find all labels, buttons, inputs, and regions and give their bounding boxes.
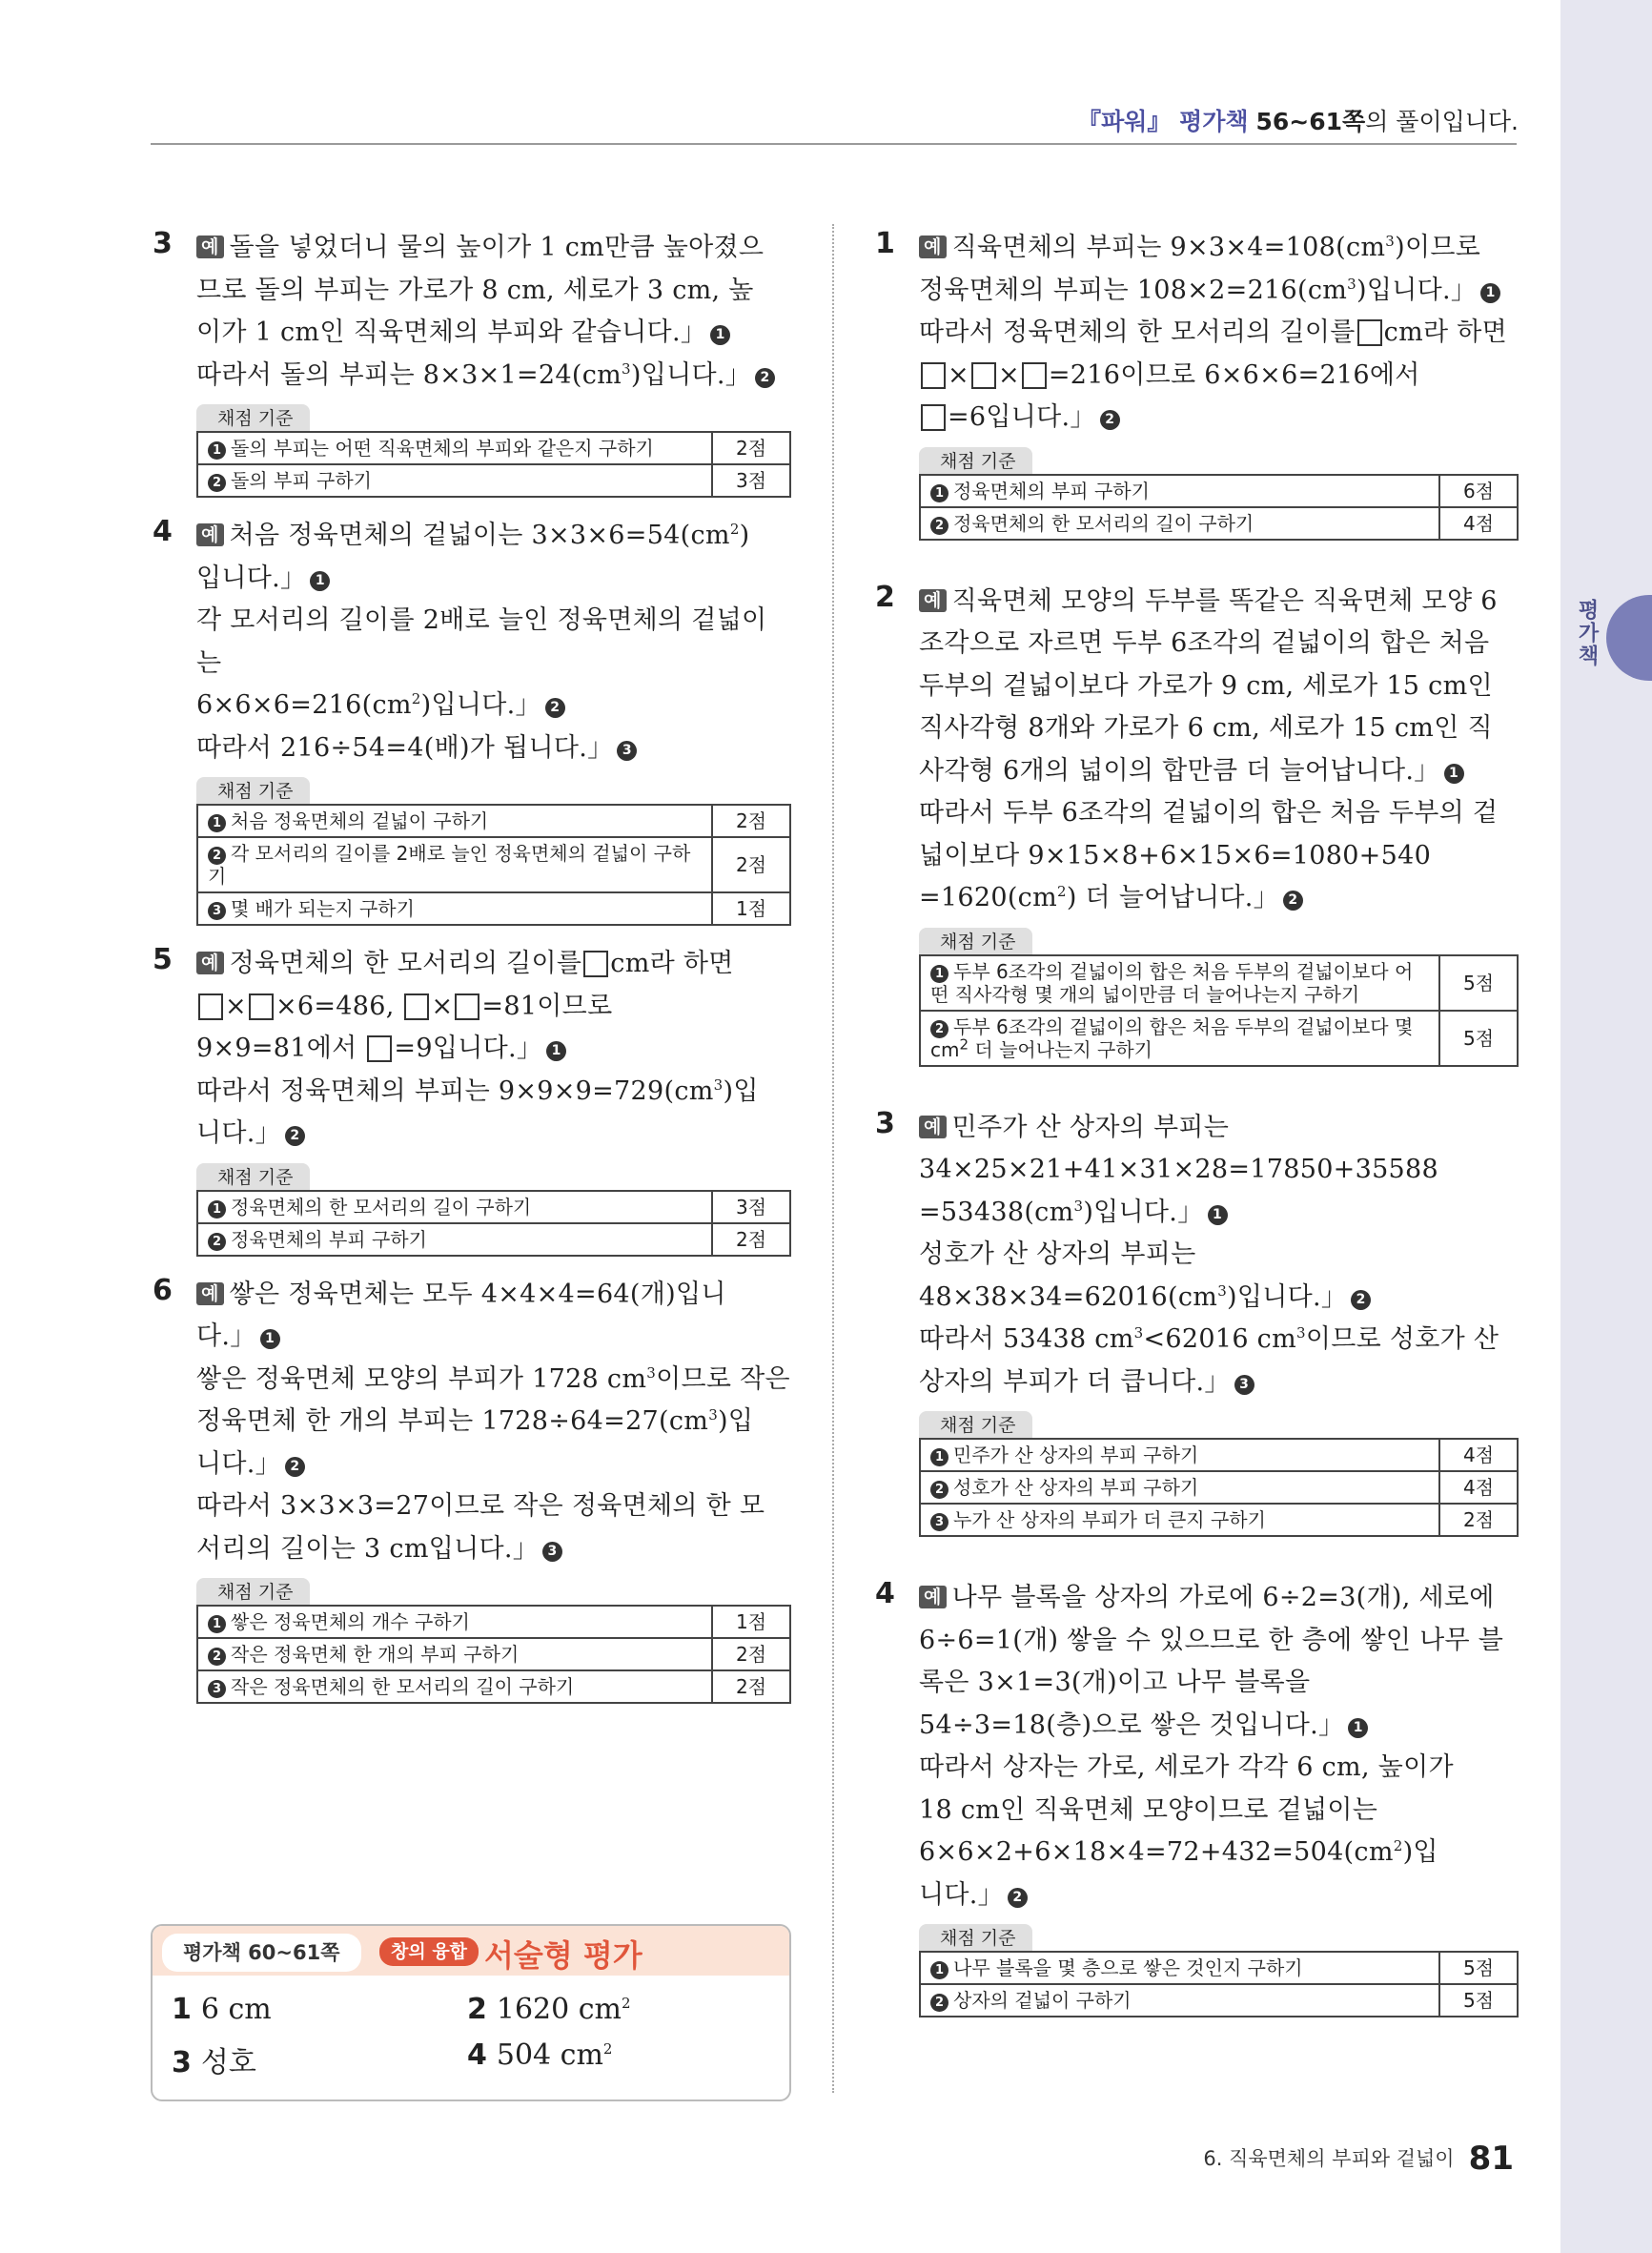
step-1-icon: 1: [1480, 283, 1500, 303]
problem-number: 4: [875, 1577, 895, 1610]
answer-number: 4: [467, 2038, 487, 2072]
bullet-2-icon: 2: [930, 517, 948, 535]
criteria-table: [919, 1951, 1519, 2017]
table-row: [920, 1471, 1518, 1504]
text-line: )입: [718, 1406, 754, 1436]
text-line: 이므로 성호가 산: [1305, 1324, 1499, 1354]
table-row: [197, 1638, 790, 1670]
text-line: 록은 3×1=3(개)이고 나무 블록을: [919, 1668, 1311, 1697]
text-line: 따라서 상자는 가로, 세로가 각각 6 cm, 높이가: [919, 1752, 1454, 1782]
scoring-criteria: [196, 777, 791, 926]
text-line: =81이므로: [481, 991, 613, 1021]
criteria-score: 5점: [1439, 1011, 1518, 1066]
text-line: )입: [1402, 1837, 1438, 1867]
criteria-score: 4점: [1439, 507, 1518, 540]
text-line: 따라서 돌의 부피는 8×3×1=24(cm: [196, 359, 622, 390]
criteria-score: 2점: [712, 805, 790, 837]
criteria-text: 상자의 겉넓이 구하기: [953, 1989, 1132, 2012]
text-line: 정육면체 한 개의 부피는 1728÷64=27(cm: [196, 1406, 709, 1436]
table-row: [920, 475, 1518, 507]
blank-box: [583, 951, 608, 977]
problem-2: [875, 581, 1519, 1067]
problem-number: 4: [153, 515, 173, 548]
blank-box: [1357, 319, 1382, 346]
table-row: [197, 1606, 790, 1638]
problem-5: [153, 943, 791, 1257]
criteria-text: 처음 정육면체의 겉넓이 구하기: [231, 809, 489, 832]
header-brand: 『파워』 평가책: [1077, 108, 1249, 135]
criteria-title: 채점 기준: [196, 777, 310, 804]
bullet-1-icon: 1: [208, 1615, 226, 1633]
criteria-score: 4점: [1439, 1439, 1518, 1471]
text-line: )이므로: [1395, 233, 1481, 262]
criteria-text: 작은 정육면체 한 개의 부피 구하기: [231, 1643, 520, 1666]
criteria-score: 5점: [1439, 1984, 1518, 2017]
bullet-3-icon: 3: [930, 1513, 948, 1531]
text-line: 54÷3=18(층)으로 쌓은 것입니다.」: [919, 1710, 1345, 1740]
blank-box: [1022, 362, 1047, 389]
example-badge: 예: [196, 952, 224, 974]
criteria-table: [196, 804, 791, 926]
header-suffix: 의 풀이입니다.: [1365, 108, 1519, 135]
answer-number: 2: [467, 1993, 487, 2026]
scoring-criteria: [919, 1411, 1519, 1537]
bullet-1-icon: 1: [930, 484, 948, 502]
table-row: [197, 892, 790, 925]
bullet-2-icon: 2: [930, 1020, 948, 1038]
problem-number: 3: [153, 227, 173, 260]
text-line: 서리의 길이는 3 cm입니다.」: [196, 1533, 540, 1564]
page-footer: [1203, 2140, 1514, 2178]
text-line: ) 더 늘어납니다.」: [1066, 883, 1279, 912]
text-line: 돌을 넣었더니 물의 높이가 1 cm만큼 높아졌으: [229, 233, 765, 262]
step-1-icon: 1: [310, 571, 330, 591]
page-header: [1077, 103, 1519, 137]
bullet-3-icon: 3: [208, 902, 226, 920]
step-3-icon: 3: [542, 1542, 562, 1562]
text-line: 조각으로 자르면 두부 6조각의 겉넓이의 합은 처음: [919, 628, 1490, 658]
criteria-text: 정육면체의 한 모서리의 길이 구하기: [953, 511, 1254, 535]
criteria-text: 두부 6조각의 겉넓이의 합은 처음 두부의 겉넓이보다 몇 cm: [930, 1014, 1414, 1061]
bullet-3-icon: 3: [208, 1680, 226, 1698]
criteria-title: 채점 기준: [919, 447, 1032, 474]
criteria-score: 2점: [712, 1223, 790, 1256]
text-line: 민주가 산 상자의 부피는: [951, 1112, 1230, 1142]
bullet-1-icon: 1: [208, 441, 226, 460]
problem-text: 예 직육면체 모양의 두부를 똑같은 직육면체 모양 6 조각으로 자르면 두부 6조각의 겉넓이의 합은 처음 두부의 겉넓이보다 가로가 9 cm, 세로가 15 cm인 직사각형 8개와 가로가 6 cm, 세로가 15 cm인 직 사각형 6개의 넓이의 합만큼 더 늘어납니다.」 1 따라서 두부 6조각의 겉넓이의 합은 처음 두부의 겉 넓이보다 9×15×8+6×15×6=1080+540 $=1620(cm^2)$ 더 늘어납니다.」 2: [919, 581, 1519, 920]
text-line: 이므로 작은: [656, 1363, 790, 1394]
criteria-text: 민주가 산 상자의 부피 구하기: [953, 1444, 1199, 1466]
text-line: 9×9=81에서: [196, 1034, 357, 1063]
bullet-1-icon: 1: [930, 1961, 948, 1979]
left-column: [153, 227, 791, 1721]
criteria-text: 몇 배가 되는지 구하기: [231, 897, 415, 920]
criteria-text: 돌의 부피는 어떤 직육면체의 부피와 같은지 구하기: [231, 437, 654, 460]
bullet-2-icon: 2: [208, 1233, 226, 1251]
step-2-icon: 2: [1008, 1888, 1028, 1908]
step-1-icon: 1: [546, 1041, 566, 1061]
criteria-score: 5점: [1439, 955, 1518, 1011]
table-row: 2 두부 6조각의 겉넓이의 합은 처음 두부의 겉넓이보다 몇 $cm^2$ 더 늘어나는지 구하기 5점: [920, 1011, 1518, 1066]
example-badge: 예: [919, 1586, 947, 1608]
text-line: 각 모서리의 길이를 2배로 늘인 정육면체의 겉넓이는: [196, 605, 767, 678]
step-2-icon: 2: [285, 1126, 305, 1146]
scoring-criteria: [919, 1924, 1519, 2017]
criteria-text: 누가 산 상자의 부피가 더 큰지 구하기: [953, 1508, 1266, 1531]
table-row: [920, 1984, 1518, 2017]
blank-box: [455, 993, 479, 1020]
criteria-text: 두부 6조각의 겉넓이의 합은 처음 두부의 겉넓이보다 어떤 직사각형 몇 개의 넓이만큼 더 늘어나는지 구하기: [930, 959, 1414, 1006]
table-row: [920, 1952, 1518, 1984]
example-badge: 예: [919, 1116, 947, 1138]
criteria-title: 채점 기준: [919, 928, 1032, 954]
criteria-score: 1점: [712, 892, 790, 925]
blank-box: [404, 993, 429, 1020]
table-row: [920, 955, 1518, 1011]
text-line: 사각형 6개의 넓이의 합만큼 더 늘어납니다.」: [919, 755, 1440, 786]
table-row: [920, 1439, 1518, 1471]
table-row: [197, 1670, 790, 1703]
text-line: 니다.」: [196, 1118, 281, 1148]
step-1-icon: 1: [260, 1329, 280, 1349]
text-line: 따라서 두부 6조각의 겉넓이의 합은 처음 두부의 겉: [919, 798, 1499, 828]
table-row: [197, 837, 790, 892]
answer-summary: [151, 1924, 791, 2101]
answer-item: [172, 2038, 256, 2080]
summary-header: [153, 1926, 789, 1976]
answer-number: 3: [172, 2046, 192, 2079]
text-line: 두부의 겉넓이보다 가로가 9 cm, 세로가 15 cm인: [919, 670, 1493, 701]
text-line: )입니다.」: [1227, 1281, 1348, 1312]
summary-body: [153, 1976, 789, 2099]
text-line: 나무 블록을 상자의 가로에 6÷2=3(개), 세로에: [951, 1583, 1495, 1612]
problem-text: 예 직육면체의 부피는 $9\times 3\times 4=108(cm^3)$이므로 정육면체의 부피는 $108\times 2=216(cm^3)$입니다.」 1 따라서 정육면체의 한 모서리의 길이를 cm라 하면 × × =216이므로 6×6×6=216에서 =6입니다.」 2: [919, 233, 1508, 432]
text-line: cm라 하면: [1383, 317, 1508, 347]
bullet-1-icon: 1: [930, 965, 948, 983]
criteria-text: 성호가 산 상자의 부피 구하기: [953, 1476, 1199, 1499]
problem-text: 예 돌을 넣었더니 물의 높이가 1 cm만큼 높아졌으 므로 돌의 부피는 가로가 8 cm, 세로가 3 cm, 높 이가 1 cm인 직육면체의 부피와 같습니다.」 1 따라서 돌의 부피는 $8\times 3\times 1=24(cm^3)$입니다.」 2: [196, 227, 791, 397]
criteria-score: 1점: [712, 1606, 790, 1638]
criteria-text: 정육면체의 한 모서리의 길이 구하기: [231, 1195, 532, 1219]
answer-item: [467, 1993, 631, 2026]
table-row: [197, 432, 790, 464]
problem-4-right: [875, 1577, 1519, 2017]
step-2-icon: 2: [755, 368, 775, 388]
problem-4: [153, 515, 791, 926]
criteria-title: 채점 기준: [196, 404, 310, 431]
blank-box: [249, 993, 274, 1020]
right-sidebar: [1560, 0, 1652, 2253]
text-line: =53438(cm: [919, 1197, 1074, 1227]
text-line: 성호가 산 상자의 부피는: [919, 1239, 1196, 1269]
answer-number: 1: [172, 1993, 192, 2026]
text-line: 따라서 정육면체의 한 모서리의 길이를: [919, 317, 1356, 347]
text-line: 정육면체의 부피는 108×2=216(cm: [919, 275, 1348, 305]
example-badge: 예: [196, 523, 224, 546]
criteria-text: 정육면체의 부피 구하기: [231, 1227, 427, 1251]
text-line: =9입니다.」: [394, 1034, 543, 1063]
text-line: 6÷6=1(개) 쌓을 수 있으므로 한 층에 쌓인 나무 블: [919, 1625, 1504, 1655]
blank-box: [971, 362, 996, 389]
example-badge: 예: [919, 236, 947, 258]
scoring-criteria: [196, 1163, 791, 1257]
text-line: 다.」: [196, 1321, 256, 1351]
text-line: =216이므로 6×6×6=216에서: [1048, 359, 1420, 390]
step-2-icon: 2: [545, 698, 565, 718]
criteria-score: 5점: [1439, 1952, 1518, 1984]
text-line: 18 cm인 직육면체 모양이므로 겉넓이는: [919, 1794, 1378, 1825]
answer-sup: 2: [602, 2040, 613, 2058]
table-row: [920, 507, 1518, 540]
text-line: =1620(cm: [919, 883, 1057, 912]
problem-number: 6: [153, 1273, 173, 1307]
step-2-icon: 2: [1283, 891, 1303, 911]
criteria-text: 쌓은 정육면체의 개수 구하기: [231, 1610, 470, 1633]
problem-text: 예 민주가 산 상자의 부피는 34×25×21+41×31×28=17850+35588 $=53438(cm^3)$입니다.」 1 성호가 산 상자의 부피는 $48\times 38\times 34=62016(cm^3)$입니다.」 2 따라서 53438 $cm^3<62016$ $cm^3$이므로 성호가 산 상자의 부피가 더 큽니다.」 3: [919, 1107, 1519, 1404]
criteria-title: 채점 기준: [919, 1924, 1032, 1951]
text-line: 이가 1 cm인 직육면체의 부피와 같습니다.」: [196, 317, 707, 347]
text-line: 입니다.」: [196, 563, 307, 593]
text-line: 므로 돌의 부피는 가로가 8 cm, 세로가 3 cm, 높: [196, 275, 754, 305]
text-line: 니다.」: [919, 1879, 1004, 1910]
header-divider: [151, 143, 1517, 145]
problem-text: 예 나무 블록을 상자의 가로에 6÷2=3(개), 세로에 6÷6=1(개) 쌓을 수 있으므로 한 층에 쌓인 나무 블 록은 3×1=3(개)이고 나무 블록을 54÷3=18(층)으로 쌓은 것입니다.」 1 따라서 상자는 가로, 세로가 각각 6 cm, 높이가 18 cm인 직육면체 모양이므로 겉넓이는 $6\times 6\times 2+6\times 18\times 4=72+432=504(cm^2)$입 니다.」 2: [919, 1577, 1519, 1916]
answer-item: [172, 1993, 272, 2026]
chapter-title: 6. 직육면체의 부피와 겉넓이: [1203, 2147, 1455, 2170]
criteria-score: 4점: [1439, 1471, 1518, 1504]
criteria-table: [196, 431, 791, 498]
example-badge: 예: [196, 236, 224, 258]
problem-number: 3: [875, 1106, 895, 1140]
text-line: ×6=486,: [275, 991, 395, 1021]
example-badge: 예: [919, 589, 947, 612]
blank-box: [198, 993, 223, 1020]
summary-badge: 창의 융합: [379, 1937, 479, 1966]
bullet-2-icon: 2: [208, 847, 226, 865]
step-2-icon: 2: [285, 1457, 305, 1477]
table-row: [197, 1223, 790, 1256]
text-line: )입니다.」: [420, 690, 541, 720]
scoring-criteria: [196, 1578, 791, 1704]
criteria-title: 채점 기준: [919, 1411, 1032, 1438]
example-badge: 예: [196, 1282, 224, 1305]
text-line: 48×38×34=62016(cm: [919, 1281, 1218, 1312]
text-line: ×: [225, 991, 247, 1021]
bullet-2-icon: 2: [930, 1994, 948, 2012]
step-3-icon: 3: [1234, 1375, 1254, 1395]
table-row: [197, 1191, 790, 1223]
table-row: [197, 464, 790, 497]
problem-text: 예 쌓은 정육면체는 모두 4×4×4=64(개)입니 다.」 1 쌓은 정육면체 모양의 부피가 1728 $cm^3$이므로 작은 정육면체 한 개의 부피는 $1728\div 64=27(cm^3)$입 니다.」 2 따라서 3×3×3=27이므로 작은 정육면체의 한 모 서리의 길이는 3 cm입니다.」 3: [196, 1279, 790, 1564]
step-3-icon: 3: [617, 741, 637, 761]
text-line: 직육면체 모양의 두부를 똑같은 직육면체 모양 6: [951, 585, 1498, 616]
text-line: 넓이보다 9×15×8+6×15×6=1080+540: [919, 840, 1432, 870]
text-line: <62016 cm: [1143, 1324, 1297, 1354]
criteria-table: [919, 954, 1519, 1067]
criteria-text: 작은 정육면체의 한 모서리의 길이 구하기: [231, 1675, 575, 1698]
page-number: 81: [1468, 2140, 1514, 2178]
criteria-table: [919, 1438, 1519, 1537]
answer-value: 504 cm: [496, 2038, 603, 2072]
text-line: 따라서 216÷54=4(배)가 됩니다.」: [196, 732, 614, 763]
side-label: 평가책: [1575, 599, 1599, 667]
step-1-icon: 1: [1348, 1718, 1368, 1738]
step-1-icon: 1: [710, 325, 730, 345]
text-line: ): [739, 521, 750, 550]
text-line: 쌓은 정육면체 모양의 부피가 1728 cm: [196, 1363, 647, 1394]
scoring-criteria: [196, 404, 791, 498]
bullet-2-icon: 2: [208, 474, 226, 492]
text-line: 쌓은 정육면체는 모두 4×4×4=64(개)입니: [229, 1279, 726, 1309]
text-line: 따라서 정육면체의 부피는 9×9×9=729(cm: [196, 1075, 714, 1106]
problem-3: [153, 227, 791, 498]
bullet-2-icon: 2: [930, 1481, 948, 1499]
answer-sup: 2: [622, 1995, 631, 2012]
criteria-title: 채점 기준: [196, 1578, 310, 1605]
problem-number: 5: [153, 943, 173, 976]
problem-6: [153, 1274, 791, 1705]
scoring-criteria: [919, 447, 1519, 541]
criteria-score: 2점: [712, 1670, 790, 1703]
right-column: [875, 227, 1519, 2035]
text-line: 직육면체의 부피는 9×3×4=108(cm: [951, 233, 1386, 262]
criteria-text: 나무 블록을 몇 층으로 쌓은 것인지 구하기: [953, 1956, 1303, 1979]
problem-number: 1: [875, 227, 895, 260]
step-2-icon: 2: [1100, 410, 1120, 430]
criteria-score: 2점: [1439, 1504, 1518, 1536]
blank-box: [367, 1035, 392, 1062]
problem-3-right: [875, 1107, 1519, 1538]
text-line: =6입니다.」: [948, 402, 1096, 432]
bullet-1-icon: 1: [208, 1200, 226, 1219]
text-line: 니다.」: [196, 1448, 281, 1479]
text-line: 상자의 부피가 더 큽니다.」: [919, 1366, 1231, 1397]
step-1-icon: 1: [1444, 764, 1464, 784]
criteria-table: [196, 1605, 791, 1704]
bullet-1-icon: 1: [208, 814, 226, 832]
criteria-text: 더 늘어나는지 구하기: [969, 1037, 1152, 1061]
blank-box: [921, 362, 946, 389]
criteria-score: 3점: [712, 464, 790, 497]
step-2-icon: 2: [1351, 1290, 1371, 1310]
answer-value: 1620 cm: [496, 1993, 622, 2026]
answer-item: [467, 2038, 612, 2072]
criteria-table: [196, 1190, 791, 1257]
text-line: 6×6×6=216(cm: [196, 690, 412, 720]
text-line: 34×25×21+41×31×28=17850+35588: [919, 1155, 1438, 1184]
criteria-text: 돌의 부피 구하기: [231, 469, 372, 492]
text-line: cm라 하면: [610, 949, 734, 978]
answer-value: 6 cm: [200, 1993, 272, 2026]
criteria-score: 2점: [712, 432, 790, 464]
text-line: 따라서 3×3×3=27이므로 작은 정육면체의 한 모: [196, 1491, 765, 1521]
bullet-2-icon: 2: [208, 1648, 226, 1666]
problem-1: [875, 227, 1519, 541]
text-line: 따라서 53438 cm: [919, 1324, 1134, 1354]
criteria-title: 채점 기준: [196, 1163, 310, 1190]
text-line: ×: [431, 991, 454, 1021]
table-row: [920, 1504, 1518, 1536]
text-line: )입니다.」: [630, 359, 752, 390]
criteria-score: 3점: [712, 1191, 790, 1223]
text-line: )입니다.」: [1083, 1197, 1204, 1227]
criteria-text: 정육면체의 부피 구하기: [953, 479, 1150, 502]
step-1-icon: 1: [1208, 1205, 1228, 1225]
problem-number: 2: [875, 580, 895, 614]
problem-text: 예 처음 정육면체의 겉넓이는 $3\times 3\times 6=54(cm^2)$ 입니다.」 1 각 모서리의 길이를 2배로 늘인 정육면체의 겉넓이는 $6\times 6\times 6=216(cm^2)$입니다.」 2 따라서 216÷54=4(배)가 됩니다.」 3: [196, 515, 791, 769]
text-line: )입니다.」: [1356, 275, 1478, 305]
text-line: )입: [723, 1075, 759, 1106]
blank-box: [921, 404, 946, 431]
summary-tab: 평가책 60~61쪽: [162, 1934, 361, 1972]
text-line: 직사각형 8개와 가로가 6 cm, 세로가 15 cm인 직: [919, 713, 1493, 743]
summary-title: 서술형 평가: [484, 1937, 642, 1974]
table-row: [197, 805, 790, 837]
text-line: 정육면체의 한 모서리의 길이를: [229, 949, 582, 978]
text-line: 처음 정육면체의 겉넓이는 3×3×6=54(cm: [229, 521, 730, 550]
criteria-score: 2점: [712, 837, 790, 892]
criteria-score: 2점: [712, 1638, 790, 1670]
text-line: ×: [948, 359, 969, 390]
scoring-criteria: [919, 928, 1519, 1067]
bullet-1-icon: 1: [930, 1448, 948, 1466]
criteria-text: 각 모서리의 길이를 2배로 늘인 정육면체의 겉넓이 구하기: [208, 842, 691, 888]
header-pages: 56~61쪽: [1255, 108, 1366, 135]
column-divider: [832, 224, 834, 2093]
answer-value: 성호: [200, 2046, 256, 2079]
problem-text: 예 정육면체의 한 모서리의 길이를 cm라 하면 × ×6=486, × =81이므로 9×9=81에서 =9입니다.」 1 따라서 정육면체의 부피는 $9\times 9\times 9=729(cm^3)$입 니다.」 2: [196, 949, 759, 1148]
criteria-table: [919, 474, 1519, 541]
text-line: ×: [997, 359, 1020, 390]
criteria-score: 6점: [1439, 475, 1518, 507]
text-line: 6×6×2+6×18×4=72+432=504(cm: [919, 1837, 1394, 1867]
